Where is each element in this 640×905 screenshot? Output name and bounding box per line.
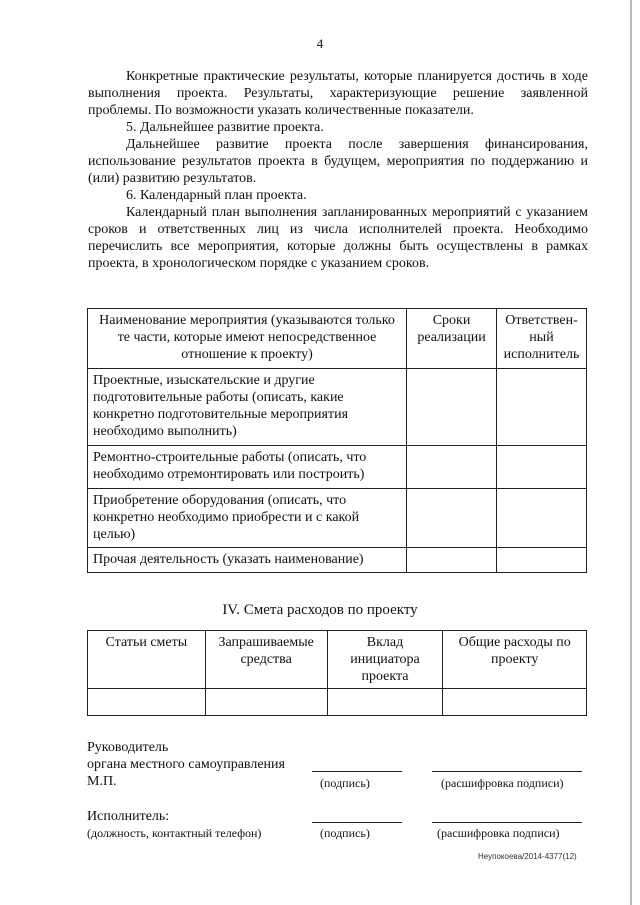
- head-decoding-caption: (расшифровка подписи): [441, 776, 564, 790]
- row-responsible-cell: [497, 489, 587, 548]
- header-initiator-contribution: Вклад инициатора проекта: [327, 631, 443, 689]
- heading-calendar-plan: 6. Календарный план проекта.: [126, 188, 307, 203]
- row-responsible-cell: [497, 548, 587, 573]
- row-terms-cell: [407, 489, 497, 548]
- scan-edge: [630, 0, 632, 905]
- footer-reference: Неупокоева/2014-4377(12): [478, 852, 577, 861]
- row-activity: Приобретение оборудования (описать, что конкретно необходимо приобрести и с какой целью): [88, 489, 407, 548]
- budget-table: [87, 630, 587, 716]
- row-responsible-cell: [497, 446, 587, 489]
- executor-decoding-line: [432, 822, 582, 823]
- head-organ-label: органа местного самоуправления: [87, 757, 285, 772]
- header-activity: Наименование мероприятия (указываются только те части, которые имеют непосредственное отношение к проекту): [88, 309, 407, 369]
- table-header-row: [88, 631, 587, 689]
- paragraph-results: Конкретные практические результаты, которые планируется достичь в ходе выполнения проекта. Результаты, характеризующие решение заявленной проблемы. По возможности указать количественные показатели.: [88, 69, 588, 118]
- row-terms-cell: [407, 446, 497, 489]
- header-total-costs: Общие расходы по проекту: [443, 631, 587, 689]
- stamp-label: М.П.: [87, 774, 117, 789]
- executor-signature-line: [312, 822, 402, 823]
- table-row: [88, 369, 587, 446]
- header-responsible: Ответствен-ный исполнитель: [497, 309, 587, 369]
- table-row: [88, 689, 587, 716]
- row-activity: Прочая деятельность (указать наименование): [88, 548, 407, 573]
- executor-decoding-caption: (расшифровка подписи): [437, 826, 560, 840]
- header-requested-funds: Запрашиваемые средства: [205, 631, 327, 689]
- head-signature-line: [312, 771, 402, 772]
- heading-development: 5. Дальнейшее развитие проекта.: [126, 120, 324, 135]
- header-budget-items: Статьи сметы: [88, 631, 206, 689]
- row-responsible-cell: [497, 369, 587, 446]
- page-number: 4: [316, 36, 324, 51]
- row-terms-cell: [407, 369, 497, 446]
- budget-section-title: IV. Смета расходов по проекту: [222, 602, 418, 618]
- row-activity: Ремонтно-строительные работы (описать, что необходимо отремонтировать или построить): [88, 446, 407, 489]
- table-row: [88, 489, 587, 548]
- head-label: Руководитель: [87, 740, 169, 755]
- header-terms: Сроки реализации: [407, 309, 497, 369]
- budget-cell: [88, 689, 206, 716]
- table-header-row: [88, 309, 587, 369]
- executor-signature-caption: (подпись): [320, 826, 370, 840]
- body-text: [88, 68, 588, 272]
- executor-caption: (должность, контактный телефон): [87, 826, 262, 840]
- executor-label: Исполнитель:: [87, 809, 170, 824]
- calendar-plan-table: [87, 308, 587, 573]
- budget-cell: [327, 689, 443, 716]
- paragraph-development: Дальнейшее развитие проекта после завершения финансирования, использование результатов проекта в будущем, мероприятия по поддержанию и (или) развитию результатов.: [88, 137, 588, 186]
- table-row: [88, 446, 587, 489]
- table-row: [88, 548, 587, 573]
- row-terms-cell: [407, 548, 497, 573]
- head-signature-caption: (подпись): [320, 776, 370, 790]
- budget-cell: [443, 689, 587, 716]
- row-activity: Проектные, изыскательские и другие подготовительные работы (описать, какие конкретно подготовительные мероприятия необходимо выполнить): [88, 369, 407, 446]
- budget-cell: [205, 689, 327, 716]
- paragraph-calendar-plan: Календарный план выполнения запланированных мероприятий с указанием сроков и ответственных лиц из числа исполнителей проекта. Необходимо перечислить все мероприятия, которые должны быть осуществлены в рамках проекта, в хронологическом порядке с указанием сроков.: [88, 205, 588, 271]
- head-decoding-line: [432, 771, 582, 772]
